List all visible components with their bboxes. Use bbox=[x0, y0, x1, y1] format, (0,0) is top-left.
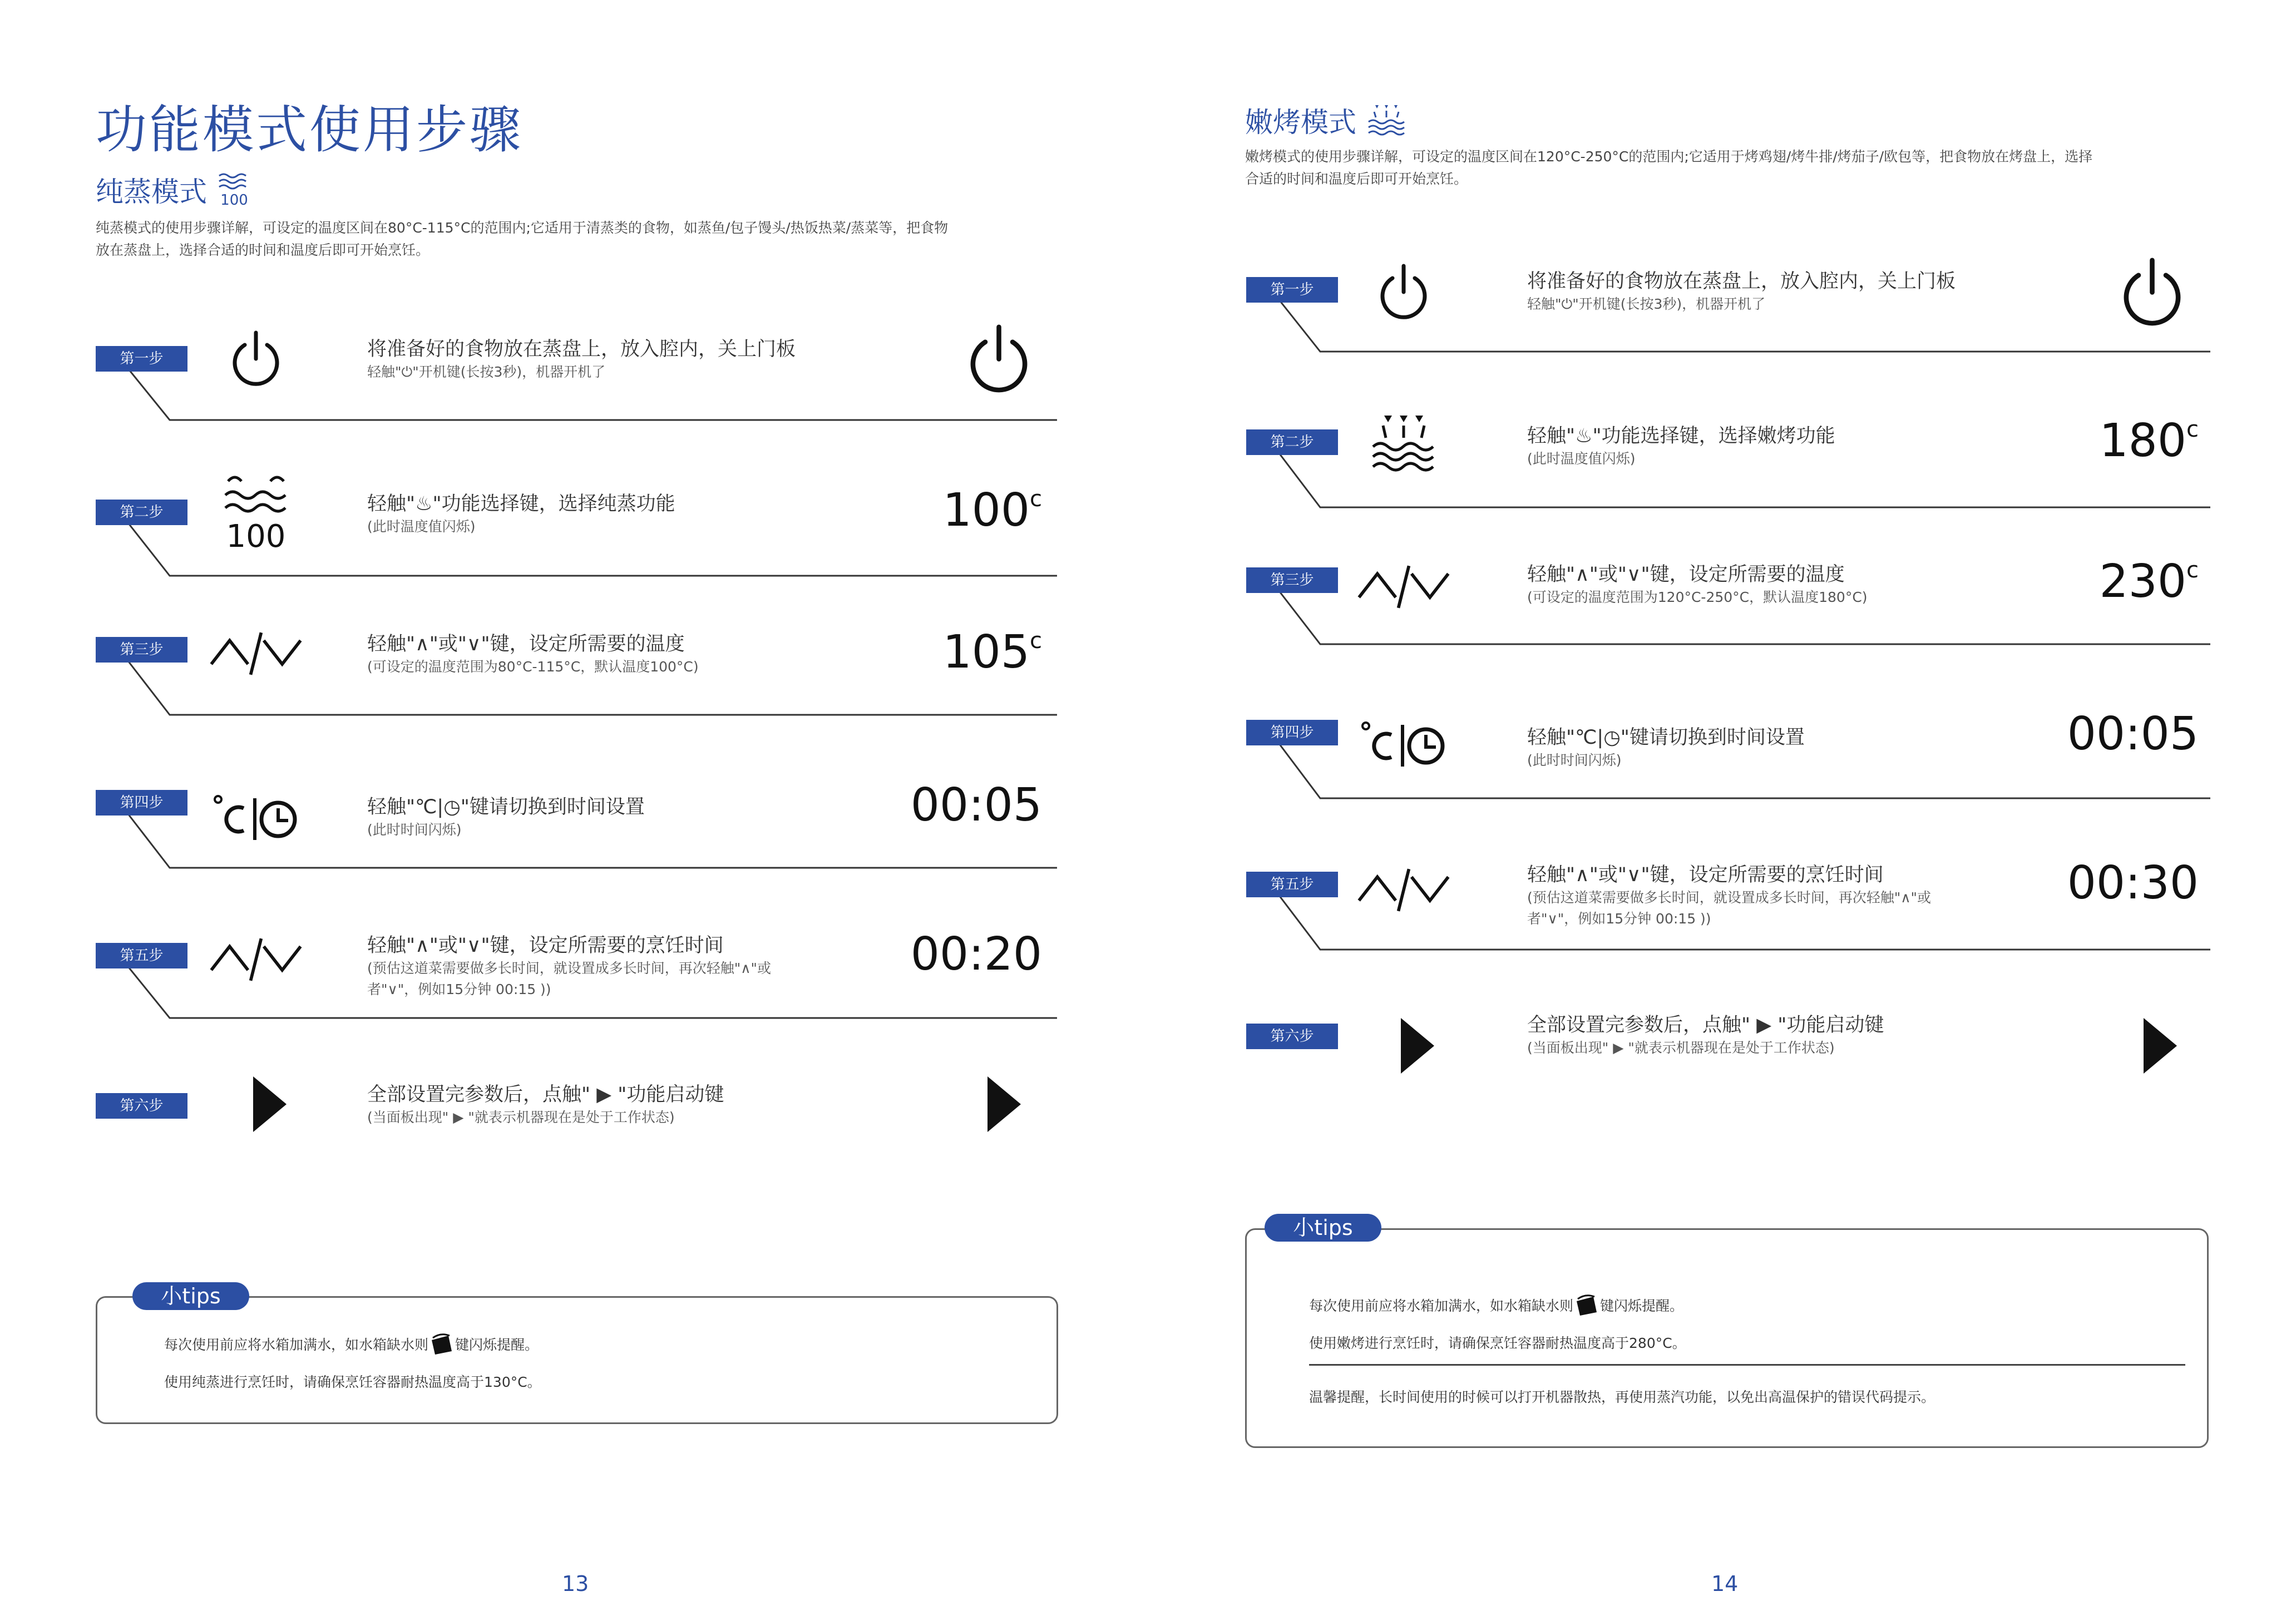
step-2-sub: (此时温度值闪烁) bbox=[367, 518, 476, 535]
tips-label: 小tips bbox=[1265, 1214, 1381, 1242]
up-down-icon bbox=[209, 612, 303, 695]
page-title: 功能模式使用步骤 bbox=[96, 100, 524, 160]
water-tank-icon bbox=[428, 1332, 455, 1356]
mode-intro bbox=[1245, 146, 2235, 190]
tips-line-1-b: 键闪烁提醒。 bbox=[455, 1337, 539, 1353]
svg-text:100: 100 bbox=[220, 192, 248, 209]
steam-100-icon bbox=[215, 170, 254, 209]
value-unit: c bbox=[1030, 628, 1042, 654]
value-text: 230 bbox=[2099, 555, 2186, 608]
step-3-main: 轻触"∧"或"∨"键，设定所需要的温度 bbox=[1527, 564, 1845, 586]
power-icon bbox=[951, 317, 1046, 401]
tips-divider bbox=[1309, 1364, 2185, 1366]
step-tag-3: 第三步 bbox=[1246, 567, 1338, 593]
svg-text:100: 100 bbox=[226, 518, 286, 553]
up-down-icon bbox=[1356, 545, 1451, 629]
step-tag-1: 第一步 bbox=[1246, 277, 1338, 303]
step-5-sub-line-1: (预估这道菜需要做多长时间，就设置成多长时间，再次轻触"∧"或 bbox=[367, 960, 772, 976]
mode-intro bbox=[96, 217, 1064, 261]
mode-title-text: 纯蒸模式 bbox=[96, 176, 207, 208]
water-tank-icon bbox=[1573, 1293, 1600, 1317]
intro-line-1: 嫩烤模式的使用步骤详解，可设定的温度区间在120°C-250°C的范围内;它适用于烤鸡翅/烤牛排/烤茄子/欧包等，把食物放在烤盘上，选择 bbox=[1245, 149, 2093, 165]
tips-label: 小tips bbox=[132, 1282, 249, 1310]
temp-time-icon bbox=[209, 773, 303, 857]
step-1-sub: 轻触"⏻"开机键(长按3秒)，机器开机了 bbox=[367, 364, 606, 380]
value-text: 105 bbox=[942, 626, 1030, 679]
steam-100-icon bbox=[209, 470, 303, 553]
step-1-main: 将准备好的食物放在蒸盘上，放入腔内，关上门板 bbox=[367, 338, 796, 360]
step-tag-1: 第一步 bbox=[96, 346, 187, 372]
step-tag-6: 第六步 bbox=[1246, 1024, 1338, 1049]
step-4-sub: (此时时间闪烁) bbox=[367, 822, 462, 838]
step-3-value bbox=[2099, 555, 2199, 608]
value-unit: c bbox=[2186, 557, 2199, 583]
step-5-value: 00:20 bbox=[910, 928, 1042, 981]
temp-time-icon bbox=[1356, 700, 1451, 783]
step-5-sub bbox=[1527, 887, 1931, 930]
step-5-sub bbox=[367, 958, 771, 1000]
step-4-value: 00:05 bbox=[910, 779, 1042, 832]
step-2-value bbox=[2099, 414, 2199, 467]
tips-line-3: 温馨提醒，长时间使用的时候可以打开机器散热，再使用蒸汽功能，以免出高温保护的错误代码提示。 bbox=[1309, 1389, 1935, 1405]
value-text: 100 bbox=[942, 484, 1030, 537]
step-3-sub: (可设定的温度范围为80°C-115°C，默认温度100°C) bbox=[367, 659, 699, 675]
step-6-sub: (当面板出现" ▶ "就表示机器现在是处于工作状态) bbox=[367, 1109, 675, 1125]
mode-title-steam-bake bbox=[1245, 100, 1409, 140]
step-6-sub: (当面板出现" ▶ "就表示机器现在是处于工作状态) bbox=[1527, 1040, 1835, 1056]
step-4-main: 轻触"℃|◷"键请切换到时间设置 bbox=[367, 796, 645, 818]
value-unit: c bbox=[2186, 417, 2199, 442]
step-tag-2: 第二步 bbox=[1246, 429, 1338, 455]
up-down-icon bbox=[209, 918, 303, 1001]
step-5-sub-line-1: (预估这道菜需要做多长时间，就设置成多长时间，再次轻触"∧"或 bbox=[1527, 889, 1932, 906]
play-icon bbox=[223, 1062, 317, 1146]
step-3-sub: (可设定的温度范围为120°C-250°C，默认温度180°C) bbox=[1527, 589, 1868, 605]
steam-bake-icon bbox=[1356, 401, 1451, 484]
step-2-value bbox=[942, 484, 1042, 537]
step-tag-3: 第三步 bbox=[96, 637, 187, 663]
page-14 bbox=[1148, 0, 2296, 1621]
tips-line-1-b: 键闪烁提醒。 bbox=[1600, 1298, 1684, 1314]
tips-line-2: 使用嫩烤进行烹饪时，请确保烹饪容器耐热温度高于280°C。 bbox=[1309, 1335, 1686, 1351]
step-4-main: 轻触"℃|◷"键请切换到时间设置 bbox=[1527, 727, 1805, 749]
step-5-sub-line-2: 者"∨"，例如15分钟 00:15 )) bbox=[1527, 911, 1711, 927]
tips-line-1-a: 每次使用前应将水箱加满水，如水箱缺水则 bbox=[164, 1337, 429, 1353]
step-3-value bbox=[942, 626, 1042, 679]
step-2-main: 轻触"♨"功能选择键，选择纯蒸功能 bbox=[367, 493, 675, 515]
power-icon bbox=[2105, 250, 2199, 334]
step-tag-5: 第五步 bbox=[1246, 872, 1338, 897]
play-icon bbox=[957, 1062, 1051, 1146]
step-5-main: 轻触"∧"或"∨"键，设定所需要的烹饪时间 bbox=[1527, 864, 1884, 886]
steam-bake-icon bbox=[1364, 101, 1409, 140]
tips-line-1 bbox=[164, 1332, 539, 1356]
intro-line-2: 放在蒸盘上，选择合适的时间和温度后即可开始烹饪。 bbox=[96, 242, 430, 258]
step-5-sub-line-2: 者"∨"，例如15分钟 00:15 )) bbox=[367, 981, 551, 997]
intro-line-1: 纯蒸模式的使用步骤详解，可设定的温度区间在80°C-115°C的范围内;它适用于清蒸类的食物，如蒸鱼/包子馒头/热饭热菜/蒸菜等，把食物 bbox=[96, 220, 949, 236]
value-text: 180 bbox=[2099, 414, 2186, 467]
mode-title-text: 嫩烤模式 bbox=[1245, 106, 1356, 139]
step-tag-4: 第四步 bbox=[1246, 720, 1338, 745]
step-6-main: 全部设置完参数后，点触" ▶ "功能启动键 bbox=[1527, 1014, 1884, 1036]
power-icon bbox=[1356, 250, 1451, 334]
step-4-value: 00:05 bbox=[2067, 708, 2199, 760]
tips-line-1-a: 每次使用前应将水箱加满水，如水箱缺水则 bbox=[1309, 1298, 1574, 1314]
intro-line-2: 合适的时间和温度后即可开始烹饪。 bbox=[1245, 171, 1468, 187]
page-number: 14 bbox=[1711, 1571, 1739, 1596]
step-tag-5: 第五步 bbox=[96, 943, 187, 968]
power-icon bbox=[209, 317, 303, 401]
play-icon bbox=[1370, 1004, 1465, 1088]
step-tag-6: 第六步 bbox=[96, 1093, 187, 1119]
step-2-sub: (此时温度值闪烁) bbox=[1527, 451, 1636, 467]
mode-title-pure-steam bbox=[96, 170, 254, 210]
step-2-main: 轻触"♨"功能选择键，选择嫩烤功能 bbox=[1527, 425, 1835, 447]
step-6-main: 全部设置完参数后，点触" ▶ "功能启动键 bbox=[367, 1084, 724, 1106]
tips-line-1 bbox=[1309, 1293, 1683, 1317]
play-icon bbox=[2113, 1004, 2208, 1088]
tips-box bbox=[96, 1296, 1058, 1424]
step-3-main: 轻触"∧"或"∨"键，设定所需要的温度 bbox=[367, 633, 685, 655]
step-tag-4: 第四步 bbox=[96, 790, 187, 816]
page-number: 13 bbox=[562, 1571, 589, 1596]
step-4-sub: (此时时间闪烁) bbox=[1527, 752, 1622, 768]
step-5-value: 00:30 bbox=[2067, 857, 2199, 910]
up-down-icon bbox=[1356, 848, 1451, 932]
tips-line-2: 使用纯蒸进行烹饪时，请确保烹饪容器耐热温度高于130°C。 bbox=[164, 1374, 541, 1390]
step-1-main: 将准备好的食物放在蒸盘上，放入腔内，关上门板 bbox=[1527, 270, 1956, 293]
value-unit: c bbox=[1030, 486, 1042, 512]
step-tag-2: 第二步 bbox=[96, 500, 187, 525]
step-1-sub: 轻触"⏻"开机键(长按3秒)，机器开机了 bbox=[1527, 296, 1766, 312]
step-5-main: 轻触"∧"或"∨"键，设定所需要的烹饪时间 bbox=[367, 935, 724, 957]
